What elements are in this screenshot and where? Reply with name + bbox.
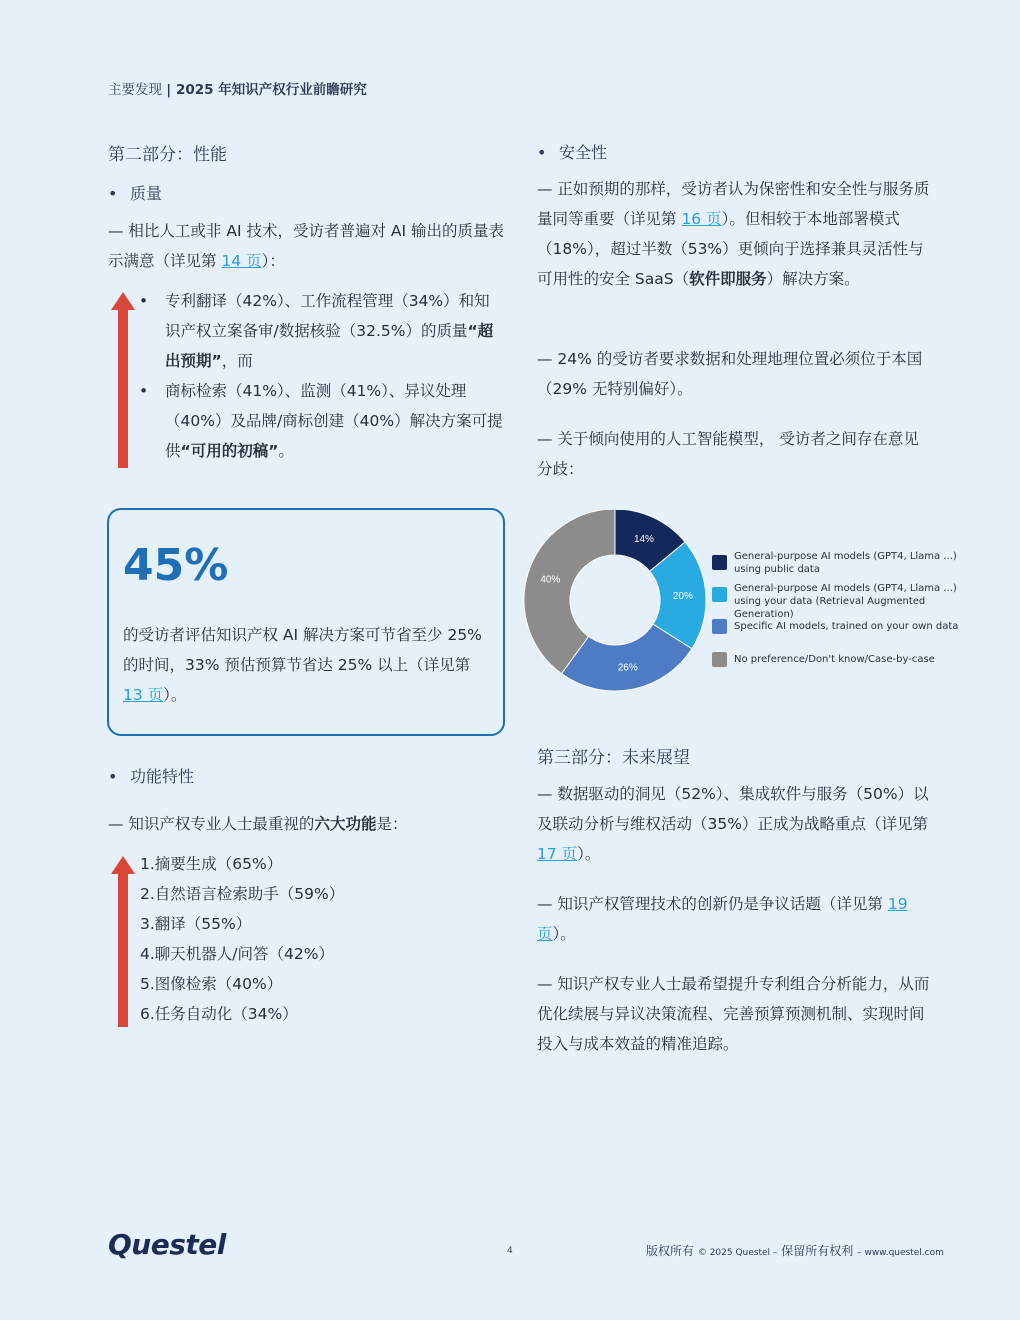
item-bold: “可用的初稿” — [180, 442, 279, 460]
legend-entry: General-purpose AI models (GPT4, Llama ...) using your data (Retrieval Augmented Generation) — [734, 583, 957, 620]
donut-slice-label: 20% — [672, 591, 693, 603]
list-item: 2.自然语言检索助手（59%） — [140, 885, 345, 903]
item-text: 商标检索（41%）、监测（41%）、异议处理（40%）及品牌/商标创建（40%）解决方案可提供 — [165, 382, 503, 460]
security-p1-text-b: ）。但相较于本地部署模式（18%），超过半数（53%）更倾向于选择兼具灵活性与可用性的安全 SaaS（ — [537, 210, 924, 288]
chart-legend — [712, 548, 972, 678]
legend-entry: General-purpose AI models (GPT4, Llama ...) using public data — [734, 551, 957, 575]
quality-intro-end: ）： — [261, 252, 285, 270]
legend-swatch — [712, 555, 727, 570]
list-item: 1.摘要生成（65%） — [140, 855, 283, 873]
up-arrow-shaft — [118, 872, 128, 1027]
header-separator: | — [166, 82, 176, 98]
header-title: 2025 年知识产权行业前瞻研究 — [175, 82, 367, 98]
list-item — [139, 286, 505, 376]
stat-value: 45% — [123, 540, 229, 591]
list-item: 6.任务自动化（34%） — [140, 1005, 298, 1023]
list-item — [139, 376, 505, 466]
security-heading — [537, 140, 607, 163]
copyright-text: 版权所有 — [646, 1244, 695, 1258]
copyright-notice — [646, 1242, 944, 1259]
donut-slice-label: 26% — [617, 662, 638, 674]
legend-swatch — [712, 587, 727, 602]
features-intro-end: 是： — [376, 815, 408, 833]
legend-swatch — [712, 619, 727, 634]
quality-intro — [108, 216, 504, 276]
header-prefix: 主要发现 — [108, 82, 162, 98]
list-item: 5.图像检索（40%） — [140, 975, 283, 993]
quality-intro-text: — 相比人工或非 AI 技术，受访者普遍对 AI 输出的质量表示满意（详见第 — [108, 222, 504, 270]
list-item: 3.翻译（55%） — [140, 915, 252, 933]
copyright-rights: 保留所有权利 — [781, 1244, 854, 1258]
security-paragraph-3: — 关于倾向使用的人工智能模型， 受访者之间存在意见分歧： — [537, 430, 919, 478]
legend-swatch — [712, 652, 727, 667]
bullet-dot: • — [139, 292, 149, 310]
future-p2-text: — 知识产权管理技术的创新仍是争议话题（详见第 — [537, 895, 888, 913]
page-16-link[interactable]: 16 页 — [681, 210, 722, 228]
security-heading-label: 安全性 — [559, 143, 608, 162]
page-17-link[interactable]: 17 页 — [537, 845, 578, 863]
stat-callout-box — [107, 508, 505, 736]
list-item: 4.聊天机器人/问答（42%） — [140, 945, 334, 963]
future-p2-end: ）。 — [552, 925, 576, 943]
questel-logo: Questel — [108, 1228, 226, 1261]
copyright-url: – www.questel.com — [857, 1248, 944, 1258]
future-paragraph-2 — [537, 889, 931, 949]
security-p1-end: ）解决方案。 — [766, 270, 860, 288]
future-p1-text: — 数据驱动的洞见（52%）、集成软件与服务（50%）以及联动分析与维权活动（35%）正成为战略重点（详见第 — [537, 785, 929, 833]
bullet-dot: • — [139, 382, 149, 400]
features-heading-label: 功能特性 — [130, 767, 195, 786]
features-list — [140, 849, 500, 1029]
stat-desc-text: 的受访者评估知识产权 AI 解决方案可节省至少 25% 的时间，33% 预估预算节省达 25% 以上（详见第 — [123, 626, 482, 674]
security-p1-bold: 软件即服务 — [689, 270, 767, 288]
page-14-link[interactable]: 14 页 — [221, 252, 262, 270]
features-intro-text: — 知识产权专业人士最重视的 — [108, 815, 315, 833]
bullet-dot: • — [108, 767, 118, 786]
security-paragraph-2: — 24% 的受访者要求数据和处理地理位置必须位于本国（29% 无特别偏好）。 — [537, 350, 923, 398]
security-p1-text: — 正如预期的那样，受访者认为保密性和安全性与服务质量同等重要（详见第 — [537, 180, 930, 228]
section-three-title: 第三部分：未来展望 — [537, 748, 690, 768]
future-paragraph-1 — [537, 779, 931, 869]
page-header — [108, 78, 367, 98]
item-end: ，而 — [221, 352, 253, 370]
page-13-link[interactable]: 13 页 — [123, 686, 164, 704]
quality-sub-list — [139, 286, 505, 466]
donut-slice-label: 40% — [540, 574, 561, 586]
item-bold: “超出预期” — [165, 322, 494, 370]
legend-entry: No preference/Don't know/Case-by-case — [734, 654, 935, 665]
stat-desc-end: ）。 — [163, 686, 187, 704]
donut-slice-label: 14% — [633, 533, 654, 545]
quality-heading — [108, 181, 162, 204]
quality-heading-label: 质量 — [130, 184, 163, 203]
item-text: 专利翻译（42%）、工作流程管理（34%）和知识产权立案备审/数据核验（32.5%）的质量 — [165, 292, 490, 340]
bullet-dot: • — [108, 184, 118, 203]
future-p1-end: ）。 — [577, 845, 601, 863]
legend-entry: Specific AI models, trained on your own data — [734, 621, 959, 632]
bullet-dot: • — [537, 143, 547, 162]
stat-description — [123, 620, 493, 710]
page-number: 4 — [507, 1246, 513, 1256]
section-two-title: 第二部分：性能 — [108, 145, 227, 165]
features-intro-bold: 六大功能 — [314, 815, 377, 833]
future-paragraph-3: — 知识产权专业人士最希望提升专利组合分析能力，从而优化续展与异议决策流程、完善预算预测机制、实现时间投入与成本效益的精准追踪。 — [537, 975, 930, 1053]
up-arrow-shaft — [118, 308, 128, 468]
features-heading — [108, 764, 194, 787]
page-19-link[interactable]: 19 页 — [537, 895, 908, 943]
copyright-year: © 2025 Questel – — [697, 1248, 778, 1258]
security-paragraph-1 — [537, 174, 931, 294]
item-end: 。 — [278, 442, 294, 460]
features-intro — [108, 809, 504, 839]
